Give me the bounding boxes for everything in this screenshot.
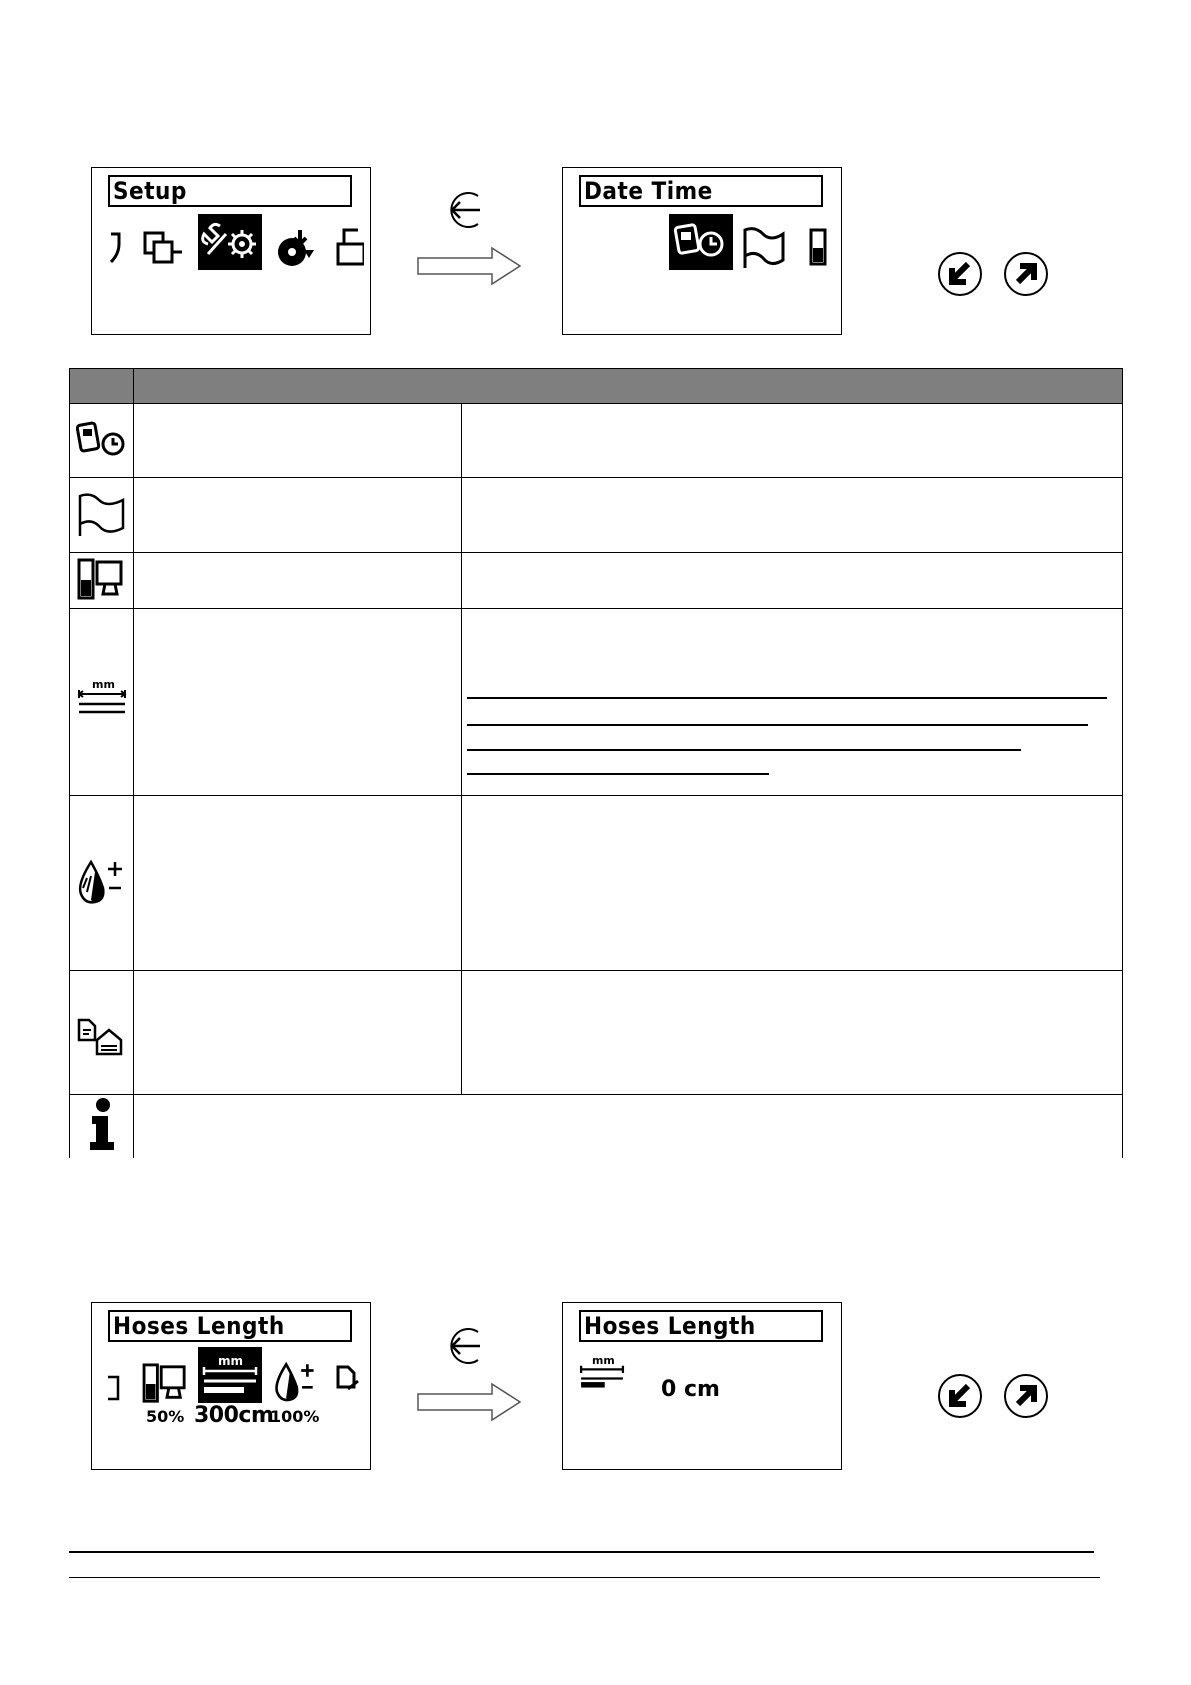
- contrast-display-icon: [142, 1363, 190, 1405]
- table-row-line: [69, 1094, 1123, 1095]
- partial-printer-icon: [334, 226, 364, 268]
- datetime-selected-tile: [669, 214, 733, 270]
- up-right-arrow-icon: [1006, 254, 1046, 294]
- hoses-menu-title: Hoses Length: [108, 1310, 352, 1342]
- down-left-arrow-icon: [940, 254, 980, 294]
- datetime-screen: [562, 167, 842, 335]
- language-flag-icon: [741, 226, 787, 270]
- setup-selected-tile: [198, 214, 262, 270]
- up-right-button[interactable]: [1004, 252, 1048, 296]
- setup-screen-title: Setup: [108, 175, 352, 207]
- svg-text:mm: mm: [218, 1354, 244, 1368]
- footer-rule-top: [69, 1551, 1094, 1553]
- partial-reset-icon: [334, 1363, 362, 1395]
- volume-drop-icon: [73, 856, 129, 908]
- table-border-right: [1122, 404, 1123, 1158]
- table-row-line: [69, 552, 1123, 553]
- display-settings-icon: [142, 230, 186, 268]
- reset-icon: [75, 1016, 127, 1056]
- underline-decoration: [467, 697, 1107, 699]
- hose-length-icon: [198, 1347, 262, 1403]
- up-right-arrow-icon: [1006, 1376, 1046, 1416]
- volume-drop-icon: [270, 1359, 320, 1405]
- date-time-icon: [75, 420, 129, 460]
- table-row-line: [69, 477, 1123, 478]
- up-right-button[interactable]: [1004, 1374, 1048, 1418]
- table-col-divider-2: [461, 404, 462, 1094]
- back-arrow-icon: [444, 190, 484, 230]
- setup-screen: [91, 167, 371, 335]
- hoses-selected-tile: [198, 1347, 262, 1403]
- svg-text:mm: mm: [592, 1353, 615, 1367]
- datetime-screen-title: Date Time: [579, 175, 823, 207]
- disc-download-icon: [270, 228, 318, 268]
- down-left-button[interactable]: [938, 252, 982, 296]
- partial-menu-icon: [108, 228, 128, 268]
- language-flag-icon: [77, 492, 127, 538]
- back-arrow-icon: [444, 1326, 484, 1366]
- hose-length-icon: [75, 676, 129, 720]
- table-col-divider-1: [133, 404, 134, 1158]
- date-time-icon: [669, 214, 733, 270]
- underline-decoration: [467, 749, 1021, 751]
- table-row-line: [69, 795, 1123, 796]
- hoses-edit-title: Hoses Length: [579, 1310, 823, 1342]
- table-row-line: [69, 970, 1123, 971]
- contrast-value: 50%: [146, 1407, 185, 1426]
- contrast-display-icon: [77, 558, 127, 602]
- svg-text:mm: mm: [92, 678, 115, 691]
- hose-length-value: 300cm: [194, 1403, 274, 1428]
- partial-contrast-icon: [807, 226, 831, 270]
- volume-value: 100%: [270, 1407, 320, 1426]
- down-left-arrow-icon: [940, 1376, 980, 1416]
- table-border-left: [69, 404, 70, 1158]
- info-icon: [84, 1096, 120, 1152]
- hose-length-edit-value[interactable]: 0 cm: [661, 1377, 720, 1402]
- table-row-line: [69, 608, 1123, 609]
- hoses-menu-screen: [91, 1302, 371, 1470]
- down-left-button[interactable]: [938, 1374, 982, 1418]
- right-hollow-arrow-icon: [416, 246, 522, 286]
- underline-decoration: [467, 773, 769, 775]
- partial-menu-icon: [106, 1373, 124, 1403]
- hoses-edit-screen: [562, 1302, 842, 1470]
- tools-icon: [198, 214, 262, 270]
- underline-decoration: [467, 724, 1088, 726]
- hose-length-icon: [577, 1353, 627, 1393]
- table-divider: [133, 368, 134, 404]
- right-hollow-arrow-icon: [416, 1382, 522, 1422]
- table-header: [69, 368, 1123, 404]
- footer-rule-bottom: [69, 1577, 1100, 1578]
